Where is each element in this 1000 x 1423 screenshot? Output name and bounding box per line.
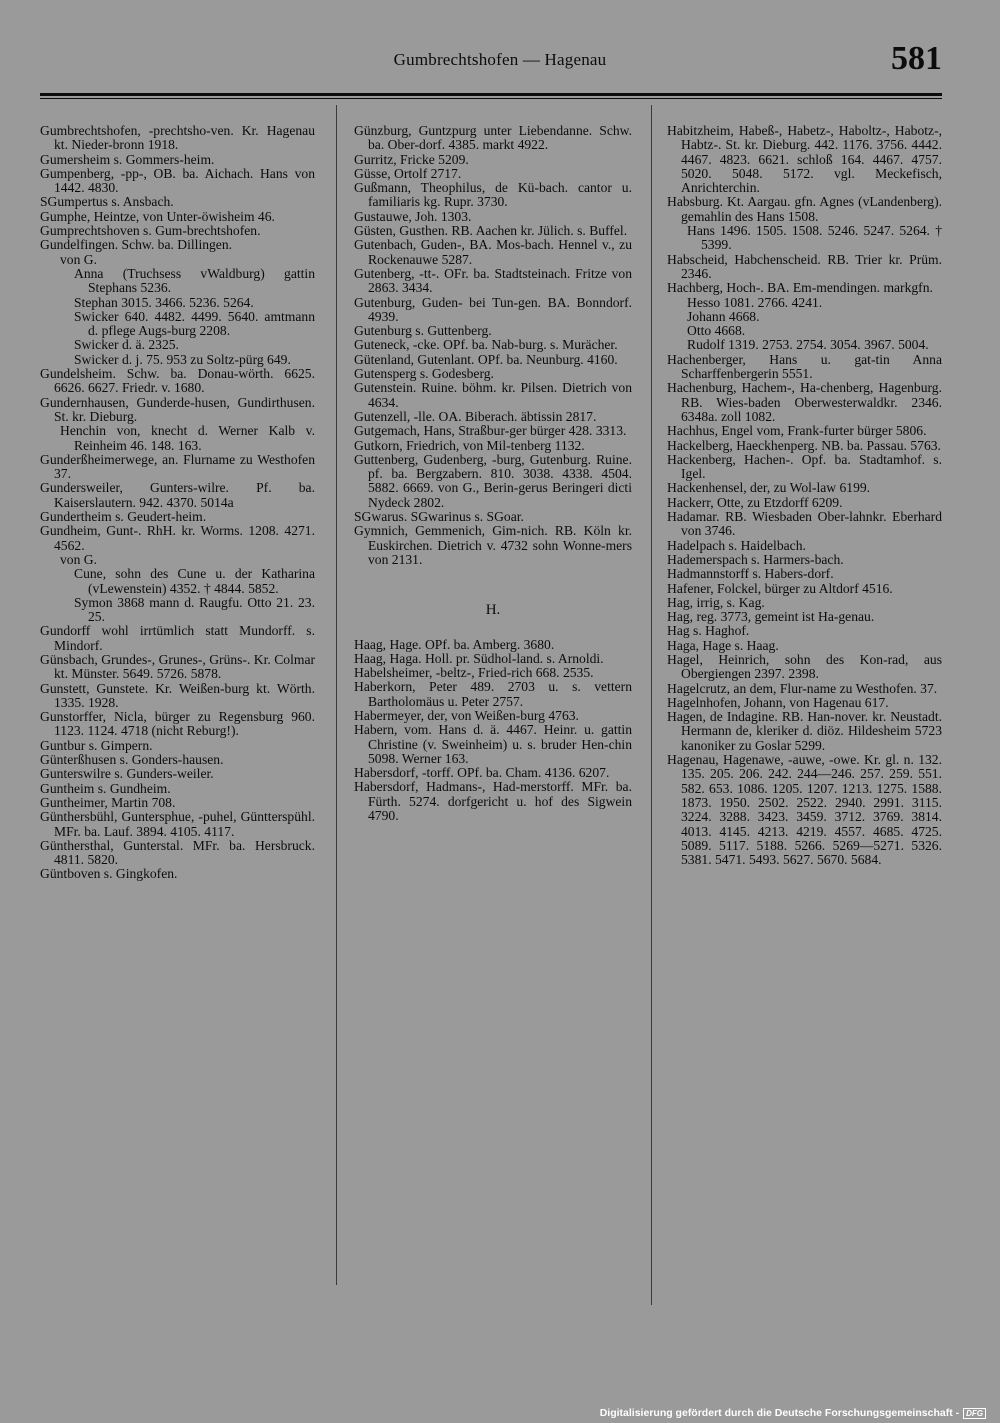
index-entry: Gütenland, Gutenlant. OPf. ba. Neunburg. 4160. [354,351,618,367]
index-entry: Gutgemach, Hans, Straßbur-ger bürger 428. 3313. [354,423,627,439]
index-entry: Hag s. Haghof. [667,623,750,639]
index-entry: Hackerr, Otte, zu Etzdorff 6209. [667,494,843,510]
index-entry: Gumersheim s. Gommers-heim. [40,151,215,167]
index-entry: Hademerspach s. Harmers-bach. [667,551,844,567]
index-entry: Cune, sohn des Cune u. der Katharina (vLewenstein) 4352. † 4844. 5852. [74,566,315,596]
index-entry: Hachenburg, Hachem-, Ha-chenberg, Hagenburg. RB. Wies-baden Oberwesterwaldkr. 2346. 6348a. zoll 1082. [667,380,942,424]
index-entry: Johann 4668. [687,308,760,324]
index-entry: Guteneck, -cke. OPf. ba. Nab-burg. s. Murächer. [354,337,618,353]
section-letter: H. [485,602,501,619]
index-entry: Henchin von, knecht d. Werner Kalb v. Reinheim 46. 148. 163. [60,423,315,453]
index-entry: Gutensperg s. Godesberg. [354,366,494,382]
index-entry: Guntheim s. Gundheim. [40,780,171,796]
index-entry: Habersdorf, -torff. OPf. ba. Cham. 4136. 6207. [354,765,610,781]
index-entry: Swicker d. j. 75. 953 zu Soltz-pürg 649. [74,351,291,367]
running-head: Gumbrechtshofen — Hagenau [393,50,607,69]
index-entry: Hachberg, Hoch-. BA. Em-mendingen. markgfn. [667,280,933,296]
index-entry: Gunstorffer, Nicla, bürger zu Regensburg 960. 1123. 1124. 4718 (nicht Reburg!). [40,709,315,739]
index-entry: Gundheim, Gunt-. RhH. kr. Worms. 1208. 4271. 4562. [40,523,315,553]
index-entry: Haga, Hage s. Haag. [667,637,779,653]
index-entry: Hagel, Heinrich, sohn des Kon-rad, aus Obergiengen 2397. 2398. [667,651,942,682]
index-entry: Swicker d. ä. 2325. [74,337,179,353]
index-entry: Guttenberg, Gudenberg, -burg, Gutenburg. Ruine. pf. ba. Bergzabern. 810. 3038. 4338. 4504. 5882. 6669. von G., Berin-gerus Beringeri dicti Nydeck 2802. [354,451,632,510]
index-entry: Günzburg, Guntzpurg unter Liebendanne. Schw. ba. Ober-dorf. 4385. markt 4922. [354,123,632,153]
index-entry: Güsten, Gusthen. RB. Aachen kr. Jülich. s. Buffel. [354,223,628,239]
index-entry: Haag, Haga. Holl. pr. Südhol-land. s. Arnoldi. [354,650,604,666]
footer-credit: Digitalisierung gefördert durch die Deutsche Forschungsgemeinschaft - [599,1407,960,1419]
index-entry: von G. [60,251,98,267]
index-entry: Gutenberg, -tt-. OFr. ba. Stadtsteinach. Fritze von 2863. 3434. [354,265,632,296]
index-entry: Hagelnhofen, Johann, von Hagenau 617. [667,694,889,710]
index-entry: Gymnich, Gemmenich, Gim-nich. RB. Köln kr. Euskirchen. Dietrich v. 4732 sohn Wonne-mers von 2131. [354,523,632,567]
footer [600,1407,986,1419]
index-entry: Habscheid, Habchenscheid. RB. Trier kr. Prüm. 2346. [667,251,942,281]
index-entry: Rudolf 1319. 2753. 2754. 3054. 3967. 5004. [687,337,929,353]
dfg-logo: DFG [963,1408,986,1419]
index-entry: Habersdorf, Hadmans-, Had-merstorff. MFr. ba. Fürth. 5274. dorfgericht u. hof des Sigwein 4790. [354,779,632,824]
index-entry: Gutenbach, Guden-, BA. Mos-bach. Hennel v., zu Rockenauwe 5287. [354,237,632,267]
index-entry: Güsse, Ortolf 2717. [354,165,462,181]
index-entry: Hadmannstorff s. Habers-dorf. [667,566,834,582]
header-rule-thin [40,98,942,99]
index-column-left [40,124,315,882]
index-entry: Hackenhensel, der, zu Wol-law 6199. [667,480,871,496]
index-entry: Gustauwe, Joh. 1303. [354,208,472,224]
index-entry: Hackelberg, Haeckhenperg. NB. ba. Passau. 5763. [667,437,941,453]
index-entry: Gundertheim s. Geudert-heim. [40,509,207,525]
index-entry: Hag, irrig, s. Kag. [667,594,765,610]
index-entry: Anna (Truchsess vWaldburg) gattin Stephans 5236. [74,265,315,296]
index-entry: Gundorff wohl irrtümlich statt Mundorff. s. Mindorf. [40,623,315,653]
index-entry: Gunderßheimerwege, an. Flurname zu Westhofen 37. [40,451,315,482]
index-entry: Gußmann, Theophilus, de Kü-bach. cantor u. familiaris kg. Rupr. 3730. [354,180,632,210]
index-entry: Haberkorn, Peter 489. 2703 u. s. vettern Bartholomäus u. Peter 2757. [354,679,632,709]
index-entry: Hachhus, Engel vom, Frank-furter bürger 5806. [667,423,927,439]
index-entry: Gutenburg, Guden- bei Tun-gen. BA. Bonndorf. 4939. [354,294,632,324]
column-divider-1 [336,105,337,1285]
index-entry: Günterßhusen s. Gonders-hausen. [40,752,224,768]
index-entry: Hadelpach s. Haidelbach. [667,537,806,553]
index-entry: Hackenberg, Hachen-. Opf. ba. Stadtamhof. s. Igel. [667,451,942,482]
index-entry: Hafener, Folckel, bürger zu Altdorf 4516. [667,580,893,596]
index-entry: Hesso 1081. 2766. 4241. [687,294,823,310]
index-entry: Günsbach, Grundes-, Grunes-, Grüns-. Kr. Colmar kt. Münster. 5649. 5726. 5878. [40,651,315,682]
index-entry: Günthersthal, Gunterstal. MFr. ba. Hersbruck. 4811. 5820. [40,837,315,868]
index-entry: Gumbrechtshofen, -prechtsho-ven. Kr. Hagenau kt. Nieder-bronn 1918. [40,123,315,153]
index-entry: Habern, vom. Hans d. ä. 4467. Heinr. u. gattin Christine (v. Sweinheim) u. s. bruder Hen-chin 5098. Werner 163. [354,722,632,766]
index-entry: Gutenburg s. Guttenberg. [354,323,492,339]
index-entry: Gumpenberg, -pp-, OB. ba. Aichach. Hans von 1442. 4830. [40,165,315,196]
index-entry: Gunterswilre s. Gunders-weiler. [40,766,214,782]
index-entry: Habelsheimer, -beltz-, Fried-rich 668. 2535. [354,665,594,681]
index-entry: Gutkorn, Friedrich, von Mil-tenberg 1132. [354,437,585,453]
index-entry: Gundernhausen, Gunderde-husen, Gundirthusen. St. kr. Dieburg. [40,394,315,424]
index-entry: SGwarus. SGwarinus s. SGoar. [354,509,524,525]
index-entry: Gutenstein. Ruine. böhm. kr. Pilsen. Dietrich von 4634. [354,380,632,410]
index-entry: Günthersbühl, Guntersphue, -puhel, Güntterspühl. MFr. ba. Lauf. 3894. 4105. 4117. [40,809,315,839]
index-entry: Guntheimer, Martin 708. [40,794,176,810]
index-entry: Güntboven s. Gingkofen. [40,866,178,882]
index-entry: Symon 3868 mann d. Raugfu. Otto 21. 23. 25. [74,594,315,625]
index-entry: Guntbur s. Gimpern. [40,737,153,753]
index-entry: Gundelfingen. Schw. ba. Dillingen. [40,237,233,253]
index-entry: Habitzheim, Habeß-, Habetz-, Haboltz-, Habotz-, Habtz-. St. kr. Dieburg. 442. 1176. 3756. 4442. 4467. 4823. 6621. schloß 164. 4467. 4757. 5020. 5048. 5172. vgl. Meckefisch, Anrichterchin. [667,123,942,196]
index-entry: Swicker 640. 4482. 4499. 5640. amtmann d. pflege Augs-burg 2208. [74,308,315,339]
column-divider-2 [651,105,652,1305]
index-entry: SGumpertus s. Ansbach. [40,194,174,210]
index-entry: Hachenberger, Hans u. gat-tin Anna Scharffenbergerin 5551. [667,351,942,382]
index-entry: Gunstett, Gunstete. Kr. Weißen-burg kt. Wörth. 1335. 1928. [40,680,315,710]
index-entry: Habermeyer, der, von Weißen-burg 4763. [354,707,579,723]
index-entry: Hans 1496. 1505. 1508. 5246. 5247. 5264. † 5399. [687,223,942,253]
index-entry: Otto 4668. [687,323,746,339]
index-entry: Stephan 3015. 3466. 5236. 5264. [74,294,254,310]
index-entry: Gurritz, Fricke 5209. [354,151,469,167]
index-column-middle [354,124,632,823]
index-entry: Hadamar. RB. Wiesbaden Ober-lahnkr. Eberhard von 3746. [667,509,942,539]
index-entry: Hagen, de Indagine. RB. Han-nover. kr. Neustadt. Hermann de, kleriker d. diöz. Hildesheim 5723 kanoniker zu Goslar 5299. [667,709,942,753]
index-entry: Gundersweiler, Gunters-wilre. Pf. ba. Kaiserslautern. 942. 4370. 5014a [40,480,315,510]
index-entry: Hagenau, Hagenawe, -auwe, -owe. Kr. gl. n. 132. 135. 205. 206. 242. 244—246. 257. 259. 551. 582. 653. 1086. 1205. 1207. 1213. 1275. 1588. 1873. 1950. 2502. 2522. 2940. 2991. 3115. 3224. 3288. 3423. 3459. 3712. 3769. 3814. 4013. 4145. 4213. 4219. 4557. 4685. 4725. 5089. 5117. 5188. 5266. 5269—5271. 5326. 5381. 5471. 5493. 5627. 5670. 5684. [667,752,942,868]
index-entry: Habsburg. Kt. Aargau. gfn. Agnes (vLandenberg). gemahlin des Hans 1508. [667,194,942,224]
index-entry: von G. [60,551,98,567]
index-entry: Gumphe, Heintze, von Unter-öwisheim 46. [40,208,275,224]
index-entry: Hag, reg. 3773, gemeint ist Ha-genau. [667,609,875,625]
index-entry: Gumprechtshoven s. Gum-brechtshofen. [40,223,261,239]
page-number: 581 [891,40,942,77]
index-entry: Haag, Hage. OPf. ba. Amberg. 3680. [354,636,555,652]
index-entry: Gundelsheim. Schw. ba. Donau-wörth. 6625. 6626. 6627. Friedr. v. 1680. [40,366,315,396]
index-entry: Hagelcrutz, an dem, Flur-name zu Westhofen. 37. [667,680,938,696]
header-rule-thick [40,93,942,96]
index-column-right [667,124,942,867]
index-entry: Gutenzell, -lle. OA. Biberach. äbtissin 2817. [354,408,597,424]
